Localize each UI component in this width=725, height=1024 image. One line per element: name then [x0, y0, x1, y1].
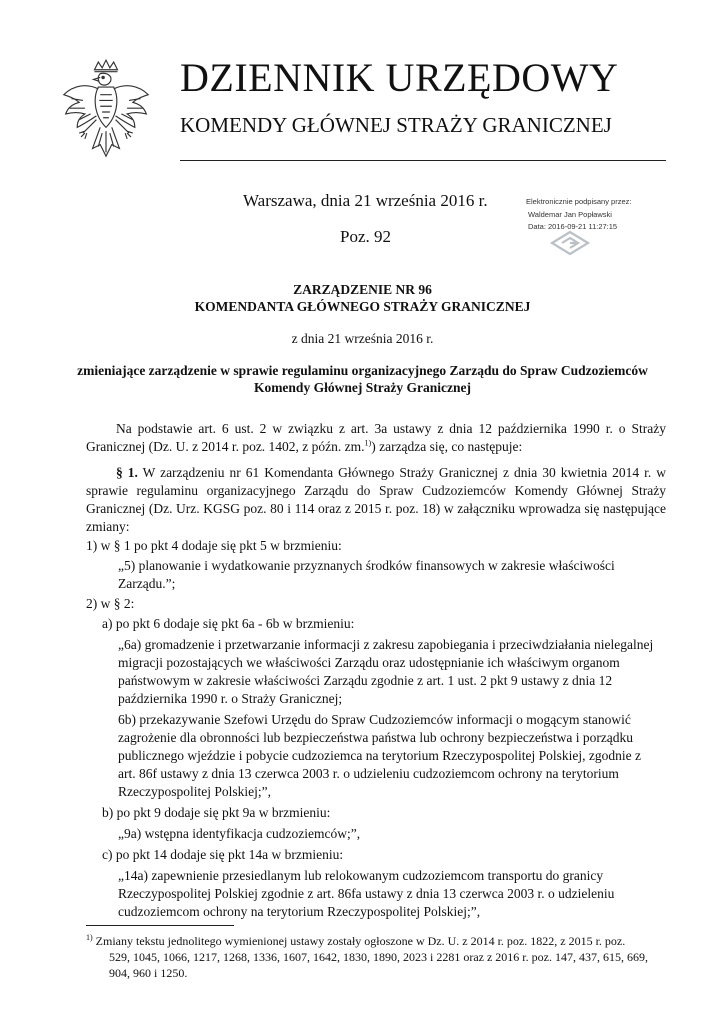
point-1: 1) w § 1 po pkt 4 dodaje się pkt 5 w brzmieniu: [86, 538, 342, 553]
order-number: ZARZĄDZENIE NR 96 [293, 282, 432, 297]
footnote-ref: 1) [364, 438, 372, 448]
legal-basis-paragraph [86, 420, 666, 456]
signature-signer: Waldemar Jan Popławski [528, 209, 612, 219]
subpoint-a-6b: zagrożenie dla obronności lub bezpieczeństwa państwa lub ochrony bezpieczeństwa i porządku [118, 730, 634, 745]
footnote-text: 904, 960 i 1250. [109, 966, 188, 980]
subpoint-a-6b: Rzeczypospolitej Polskiej;”, [118, 784, 271, 799]
subpoint-b: b) po pkt 9 dodaje się pkt 9a w brzmieniu: [102, 805, 331, 820]
subpoint-a-6a: migracji pozostających we właściwości Zarządu oraz udostępnianie ich właściwym organom [118, 655, 620, 670]
order-subject-line: zmieniające zarządzenie w sprawie regulaminu organizacyjnego Zarządu do Spraw Cudzoziemców [77, 363, 648, 378]
signature-line: Elektronicznie podpisany przez: [526, 197, 632, 206]
subpoint-c-14a: Rzeczypospolitej Polskiej zgodnie z art. 86fa ustawy z dnia 13 czerwca 2003 r. o udzieleniu [118, 886, 615, 901]
point-1-quote: „5) planowanie i wydatkowanie przyznanych środków finansowych w zakresie właściwości [118, 558, 615, 573]
point-1-quote: Zarządu.”; [118, 576, 176, 591]
subpoint-c: c) po pkt 14 dodaje się pkt 14a w brzmieniu: [102, 847, 344, 862]
subpoint-a-6a: państwowym w zakresie właściwości Zarządu zgodnie z art. 1 ust. 2 pkt 9 ustawy z dnia 12 [118, 673, 613, 688]
publication-date: Warszawa, dnia 21 września 2016 r. [243, 191, 488, 210]
subpoint-c-14a: cudzoziemcom ochrony na terytorium Rzeczypospolitej Polskiej;”, [118, 904, 481, 919]
point-2: 2) w § 2: [86, 596, 135, 611]
polish-eagle-emblem-icon [58, 56, 154, 168]
signature-seal-icon [548, 230, 592, 256]
section-1-text: W zarządzeniu nr 61 Komendanta Głównego Straży Granicznej z dnia 30 kwietnia 2014 r. w sprawie regulaminu organizacyjnego Zarządu do Spraw Cudzoziemców Komendy Głównej Straży Granicznej (Dz. Urz. KGSG poz. 80 i 114 oraz z 2015 r. poz. 18) w załączniku wprowadza się następujące zmiany: [86, 465, 666, 534]
order-subject-line: Komendy Głównej Straży Granicznej [253, 379, 472, 395]
legal-basis-text: Na podstawie art. 6 ust. 2 w związku z art. 3a ustawy z dnia 12 października 1990 r. o Straży Granicznej (Dz. U. z 2014 r. poz. 1402, z późn. zm. [86, 421, 666, 454]
footnote [86, 933, 666, 981]
header-divider [180, 160, 666, 161]
subpoint-b-9a: „9a) wstępna identyfikacja cudzoziemców;”, [118, 826, 361, 841]
legal-basis-text-end: ) zarządza się, co następuje: [371, 439, 523, 454]
journal-title: DZIENNIK URZĘDOWY [180, 55, 619, 100]
journal-subtitle: KOMENDY GŁÓWNEJ STRAŻY GRANICZNEJ [180, 113, 612, 137]
subpoint-a-6b: 6b) przekazywanie Szefowi Urzędu do Spraw Cudzoziemców informacji o mogącym stanowić [118, 712, 631, 727]
order-date: z dnia 21 września 2016 r. [291, 331, 434, 346]
subpoint-c-14a: „14a) zapewnienie przesiedlanym lub relokowanym cudzoziemcom transportu do granicy [118, 868, 604, 883]
subpoint-a-6a: „6a) gromadzenie i przetwarzanie informacji z zakresu zapobiegania i przeciwdziałania nielegalnej [118, 637, 654, 652]
footnote-text: 529, 1045, 1066, 1217, 1268, 1336, 1607, 1642, 1830, 1890, 2023 i 2281 oraz z 2016 r. poz. 147, 437, 615, 669, [109, 950, 648, 964]
subpoint-a-6b: art. 86f ustawy z dnia 13 czerwca 2003 r. o udzieleniu cudzoziemcom ochrony na terytorium [118, 766, 619, 781]
order-authority: KOMENDANTA GŁÓWNEGO STRAŻY GRANICZNEJ [194, 299, 531, 314]
footnote-mark: 1) [86, 933, 93, 942]
subpoint-a-6a: października 1990 r. o Straży Granicznej; [118, 691, 343, 706]
section-label: § 1. [116, 465, 138, 480]
position-number: Poz. 92 [340, 227, 391, 246]
footnote-text: Zmiany tekstu jednolitego wymienionej ustawy zostały ogłoszone w Dz. U. z 2014 r. poz. 1822, z 2015 r. poz. [92, 934, 626, 948]
order-subject [60, 363, 665, 396]
order-title [60, 281, 665, 315]
subpoint-a-6b: publicznego wjeździe i pobycie cudzoziemca na terytorium Rzeczypospolitej Polskiej, zgodnie z [118, 748, 641, 763]
footnote-divider [86, 925, 234, 926]
subpoint-a: a) po pkt 6 dodaje się pkt 6a - 6b w brzmieniu: [102, 616, 355, 631]
electronic-signature [528, 196, 678, 234]
signature-date: Data: 2016-09-21 11:27:15 [528, 222, 618, 231]
section-1-paragraph [86, 464, 666, 536]
